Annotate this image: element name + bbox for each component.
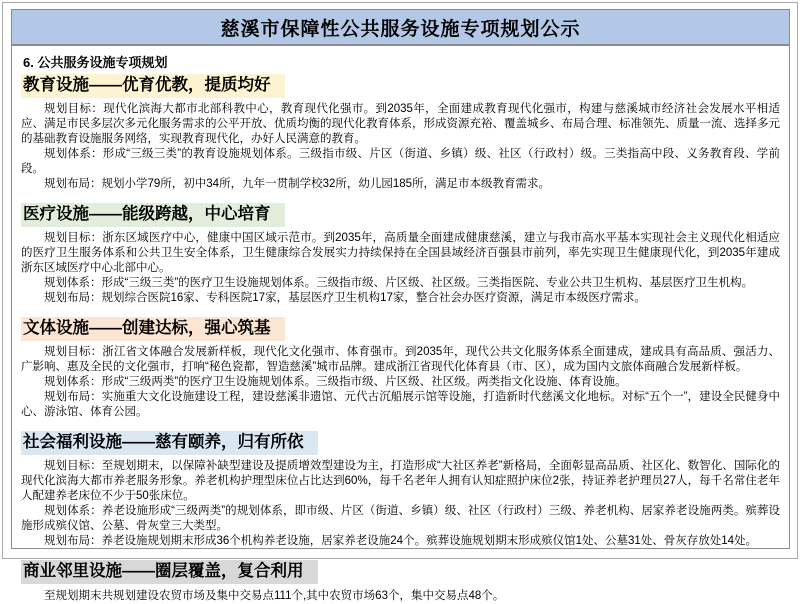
planning-system-paragraph: 规划体系：形成“三级三类”的教育设施规划体系。三级指市级、片区（街道、乡镇）级、社区（行政村）级。三类指高中段、义务教育段、学前段。 (21, 148, 780, 175)
planning-layout-paragraph: 规划布局：规划小学79所，初中34所，九年一贯制学校32所，幼儿园185所，满足市本级教育需求。 (44, 178, 551, 190)
section-education (21, 74, 780, 192)
notice-document (11, 9, 790, 602)
section-medical (21, 203, 780, 306)
section-commercial (21, 560, 780, 604)
planning-goal-paragraph: 规划目标：浙江省文体融合发展新样板，现代化文化强市、体育强市。到2035年，现代公共文化服务体系全面建成，建成具有高品质、强活力、广影响、惠及全民的文化强市，打响“秘色瓷都，智造慈溪”城市品牌。建成浙江省现代化体育县（市、区），成为国内文旅体商融合发展新样板。 (21, 346, 780, 373)
planning-system-paragraph: 规划体系：养老设施形成“三级两类”的规划体系，即市级、片区（街道、乡镇）级、社区（行政村）三级、养老机构、居家养老设施两类。殡葬设施形成殡仪馆、公墓、骨灰堂三大类型。 (21, 505, 780, 532)
planning-goal-paragraph: 规划目标：至规划期末，以保障补缺型建设及提质增效型建设为主，打造形成“大社区养老”新格局，全面彰显高品质、社区化、数智化、国际化的现代化滨海大都市养老服务形象。养老机构护理型床位占比达到60%，每千名老年人拥有认知症照护床位2张，持证养老护理员27人，每千名常住老年人配建养老床位不少于50张床位。 (21, 460, 780, 502)
title-banner (12, 10, 789, 46)
planning-system-paragraph: 规划体系：形成“三级三类”的医疗卫生设施规划体系。三级指市级、片区级、社区级。三类指医院、专业公共卫生机构、基层医疗卫生机构。 (44, 277, 754, 289)
planning-goal-paragraph: 规划目标：浙东区域医疗中心，健康中国区域示范市。到2035年，高质量全面建成健康慈溪，建立与我市高水平基本实现社会主义现代化相适应的医疗卫生服务体系和公共卫生安全体系，卫生健康综合发展实力持续保持在全国县域经济百强县市前列，率先实现卫生健康现代化，到2035年建成浙东区域医疗中心北部中心。 (21, 232, 780, 274)
page-title: 慈溪市保障性公共服务设施专项规划公示 (220, 18, 581, 40)
planning-goal-paragraph: 规划目标：现代化滨海大都市北部科教中心，教育现代化强市。到2035年，全面建成教育现代化强市，构建与慈溪城市经济社会发展水平相适应、满足市民多层次多元化服务需求的公平开放、优质均衡的现代化教育体系，形成资源充裕、覆盖城乡、布局合理、标准领先、质量一流、选择多元的基础教育设施服务网络，实现教育现代化，办好人民满意的教育。 (21, 103, 780, 145)
section-heading-culture-sports: 文体设施——创建达标，强心筑基 (21, 317, 285, 341)
section-heading-commercial: 商业邻里设施——圈层覆盖，复合利用 (21, 560, 318, 584)
planning-layout-paragraph: 至规划期末共规划建设农贸市场及集中交易点111个,其中农贸市场63个，集中交易点48个。 (44, 590, 505, 602)
chapter-label: 6. 公共服务设施专项规划 (23, 55, 168, 70)
planning-layout-paragraph: 规划布局：规划综合医院16家、专科医院17家，基层医疗卫生机构17家，整合社会办医疗资源，满足市本级医疗需求。 (44, 292, 646, 304)
section-heading-medical: 医疗设施——能级跨越，中心培育 (21, 203, 285, 227)
planning-system-paragraph: 规划体系：形成“三级两类”的医疗卫生设施规划体系。三级指市级、片区级、社区级。两类指文化设施、体育设施。 (44, 376, 627, 388)
document-body (12, 46, 789, 604)
planning-layout-paragraph: 规划布局：养老设施规划期末形成36个机构养老设施，居家养老设施24个。殡葬设施规划期末形成殡仪馆1处、公墓31处、骨灰存放处14处。 (44, 535, 758, 547)
section-heading-education: 教育设施——优育优教，提质均好 (21, 74, 285, 98)
section-culture-sports (21, 317, 780, 420)
section-social-welfare (21, 431, 780, 549)
planning-layout-paragraph: 规划布局：实施重大文化设施建设工程，建设慈溪非遗馆、元代古沉船展示馆等设施，打造新时代慈溪文化地标。对标“五个一”，建设全民健身中心、游泳馆、体育公园。 (21, 391, 780, 418)
section-heading-social-welfare: 社会福利设施——慈有颐养，归有所依 (21, 431, 318, 455)
